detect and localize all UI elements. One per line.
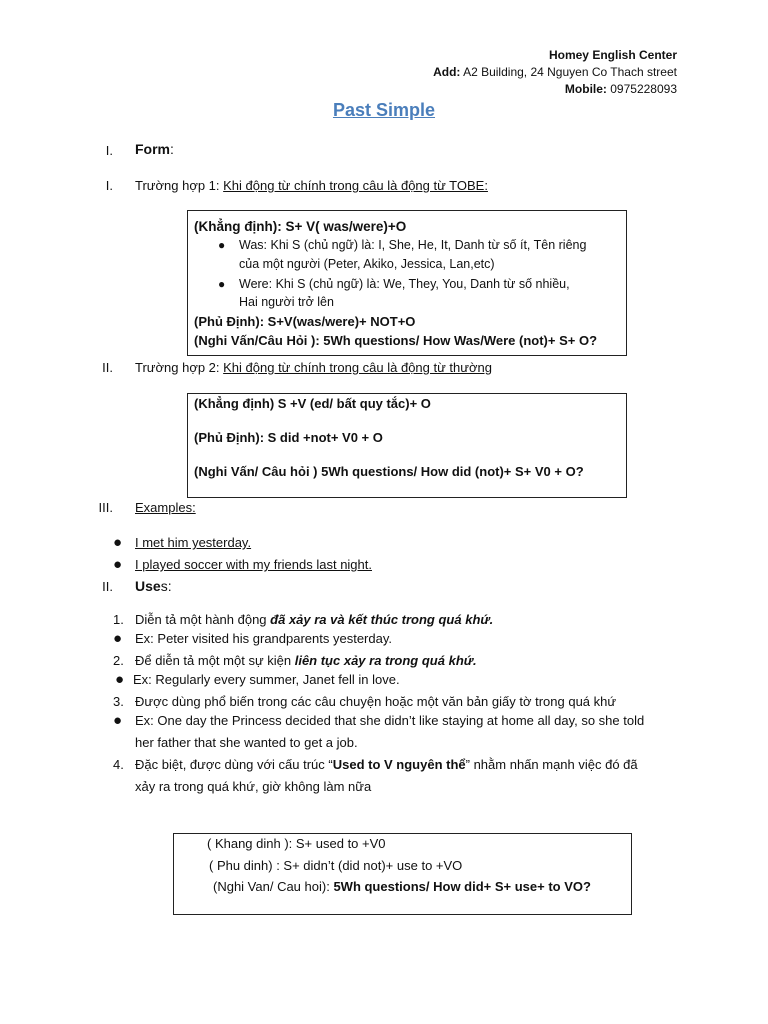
use-3-text: Được dùng phổ biến trong các câu chuyện hoặc một văn bản giấy tờ trong quá khứ <box>135 694 617 709</box>
case1-were-rule: Were: Khi S (chủ ngữ) là: We, They, You, Danh từ số nhiều, <box>239 277 570 291</box>
examples-heading: Examples: <box>135 500 196 515</box>
use-3-example: Ex: One day the Princess decided that she didn’t like staying at home all day, so she told <box>135 713 645 728</box>
used-to-affirmative: ( Khang dinh ): S+ used to +V0 <box>207 836 386 851</box>
case2-prefix: Trường hợp 2: <box>135 360 224 375</box>
use-2-example: Ex: Regularly every summer, Janet fell in love. <box>133 672 400 687</box>
case1-negative: (Phủ Định): S+V(was/were)+ NOT+O <box>194 314 416 329</box>
case1-condition: Khi động từ chính trong câu là động từ TOBE: <box>223 178 488 193</box>
use-4-number: 4. <box>113 757 124 772</box>
case1-question: (Nghi Vấn/Câu Hỏi ): 5Wh questions/ How Was/Were (not)+ S+ O? <box>194 333 598 348</box>
use-4 <box>135 757 638 772</box>
section-form-numeral: I. <box>105 143 113 158</box>
case1-numeral: I. <box>105 178 113 193</box>
used-to-negative: ( Phu dinh) : S+ didn’t (did not)+ use to +VO <box>209 858 463 873</box>
bullet-icon: ● <box>113 534 123 551</box>
case2-question: (Nghi Vấn/ Câu hỏi ) 5Wh questions/ How did (not)+ S+ V0 + O? <box>194 464 584 479</box>
bullet-icon: ● <box>218 238 226 252</box>
section-form-heading <box>135 141 174 157</box>
use-4-emphasis: Used to V nguyên thể <box>332 757 466 772</box>
case1-were-rule-cont: Hai người trở lên <box>239 295 334 309</box>
use-2-emphasis: liên tục xảy ra trong quá khứ. <box>294 653 477 668</box>
address-label: Add: <box>433 65 461 79</box>
case1-was-rule: Was: Khi S (chủ ngữ) là: I, She, He, It, Danh từ số ít, Tên riêng <box>239 238 587 252</box>
mobile-label: Mobile: <box>564 82 607 96</box>
section-form-label: Form <box>135 141 170 157</box>
use-2 <box>135 653 477 668</box>
use-1-number: 1. <box>113 612 124 627</box>
case2-heading <box>135 360 492 375</box>
use-1-example: Ex: Peter visited his grandparents yesterday. <box>135 631 392 646</box>
case2-affirmative: (Khẳng định) S +V (ed/ bất quy tắc)+ O <box>194 396 431 411</box>
use-3-example-cont: her father that she wanted to get a job. <box>135 735 358 750</box>
examples-numeral: III. <box>98 500 113 515</box>
use-1 <box>135 612 493 627</box>
used-to-question-label: (Nghi Van/ Cau hoi): <box>213 879 334 894</box>
bullet-icon: ● <box>113 556 123 573</box>
case1-affirmative: (Khẳng định): S+ V( was/were)+O <box>194 219 407 234</box>
use-2-number: 2. <box>113 653 124 668</box>
page-title: Past Simple <box>332 100 436 120</box>
address-line <box>433 64 677 81</box>
use-2-text: Để diễn tả một một sự kiện <box>135 653 295 668</box>
section-uses-heading <box>135 578 172 594</box>
use-1-emphasis: đã xảy ra và kết thúc trong quá khứ. <box>270 612 494 627</box>
center-name-text: Homey English Center <box>548 48 677 62</box>
use-4-text-a: Đặc biệt, được dùng với cấu trúc “ <box>135 757 333 772</box>
bullet-icon: ● <box>113 712 123 729</box>
mobile-line <box>565 81 677 98</box>
center-name <box>549 47 677 64</box>
case1-formula-box <box>187 210 627 356</box>
case2-condition: Khi động từ chính trong câu là động từ thường <box>223 360 492 375</box>
mobile-value: 0975228093 <box>610 82 677 96</box>
section-uses-suffix: s: <box>160 578 172 594</box>
use-4-text-b: ” nhằm nhấn mạnh việc đó đã <box>465 757 638 772</box>
bullet-icon: ● <box>113 630 123 647</box>
use-4-cont: xảy ra trong quá khứ, giờ không làm nữa <box>135 779 372 794</box>
section-uses-label: Use <box>135 578 161 594</box>
use-1-text: Diễn tả một hành động <box>135 612 271 627</box>
case2-negative: (Phủ Định): S did +not+ V0 + O <box>194 430 383 445</box>
case2-numeral: II. <box>102 360 113 375</box>
bullet-icon: ● <box>218 277 226 291</box>
case1-was-rule-cont: của một người (Peter, Akiko, Jessica, Lan,etc) <box>239 257 495 271</box>
bullet-icon: ● <box>115 671 125 688</box>
case1-heading <box>135 178 488 193</box>
section-form-colon: : <box>170 141 174 157</box>
example-2: I played soccer with my friends last night. <box>135 557 372 572</box>
example-1: I met him yesterday. <box>135 535 252 550</box>
case2-formula-box <box>187 393 627 498</box>
section-uses-numeral: II. <box>102 579 113 594</box>
used-to-question-formula: 5Wh questions/ How did+ S+ use+ to VO? <box>333 879 591 894</box>
used-to-question <box>213 879 591 894</box>
address-value: A2 Building, 24 Nguyen Co Thach street <box>463 65 677 79</box>
case1-prefix: Trường hợp 1: <box>135 178 224 193</box>
use-3-number: 3. <box>113 694 124 709</box>
used-to-formula-box <box>173 833 632 915</box>
